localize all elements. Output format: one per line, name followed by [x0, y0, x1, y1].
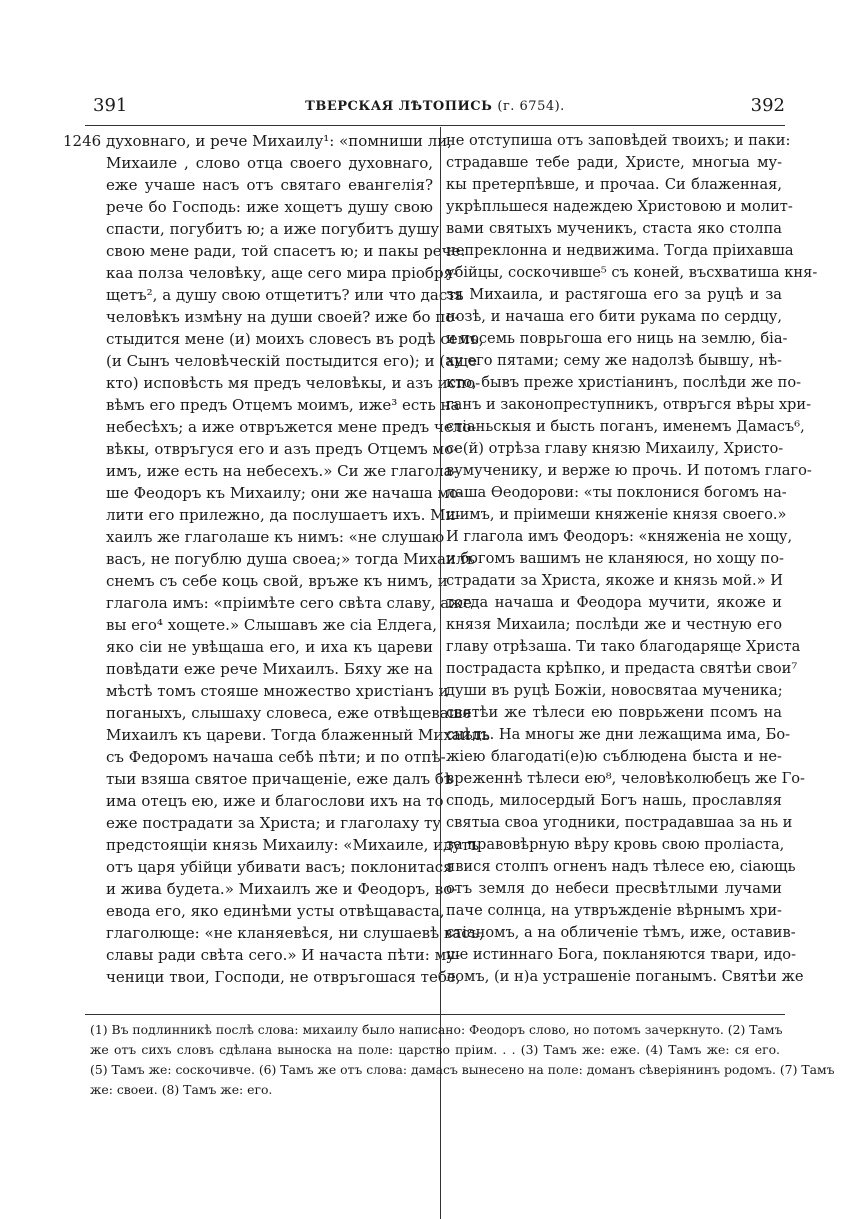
text-line: спасти, погубитъ ю; а иже погубитъ душу: [106, 220, 440, 238]
text-line: глагола имъ: «пріимѣте сего свѣта славу, аже: [106, 594, 472, 612]
text-line: не отступиша отъ заповѣдей твоихъ; и паки:: [446, 132, 791, 149]
text-line: съ Федоромъ начаша себѣ пѣти; и по отпѣ-: [106, 748, 446, 766]
text-line: васъ, не погублю душа своеа;» тогда Михаилъ: [106, 550, 475, 568]
text-line: ху его пятами; сему же надолзѣ бывшу, нѣ-: [446, 352, 782, 369]
footnote-line: (1) Въ подлинникѣ послѣ слова: михаилу было написано: Феодоръ слово, но потомъ зачеркнуто. (2) Тамъ: [90, 1022, 783, 1037]
text-line: вумученику, и верже ю прочь. И потомъ глаго-: [446, 462, 812, 479]
text-line: святыа своа угодники, пострадавшаа за нь и: [446, 814, 793, 831]
text-line: свою мене ради, той спасетъ ю; и пакы рече:: [106, 242, 466, 260]
text-line: явися столпъ огненъ надъ тѣлесе ею, сіающь: [446, 858, 796, 875]
text-line: каа полза человѣку, аще сего мира пріобря-: [106, 264, 459, 282]
text-line: мѣстѣ томъ стояше множество христіанъ и: [106, 682, 449, 700]
text-line: ганъ и законопреступникъ, отвръгся вѣры хри-: [446, 396, 812, 413]
text-line: паче солнца, на утвръжденіе вѣрнымъ хри-: [446, 902, 782, 919]
text-line: има отецъ ею, иже и благослови ихъ на то: [106, 792, 444, 810]
running-title-text: ТВЕРСКАЯ ЛѢТОПИСЬ: [305, 99, 493, 114]
text-line: вреженнѣ тѣлеси ею⁸, человѣколюбецъ же Го-: [446, 770, 805, 787]
text-line: яко сіи не увѣщаша его, и иха къ цареви: [106, 638, 433, 656]
text-line: и богомъ вашимъ не кланяюся, но хощу по-: [446, 550, 784, 567]
footnote-line: (5) Тамъ же: соскочивче. (6) Тамъ же отъ слова: дамасъ вынесено на поле: доманъ сѣверіянинъ родомъ. (7) Тамъ: [90, 1062, 835, 1077]
text-line: укрѣпльшеся надеждею Христовою и молит-: [446, 198, 793, 215]
text-line: убійцы, соскочивше⁵ съ коней, въсхватиша кня-: [446, 264, 818, 281]
page-header: [85, 95, 785, 119]
text-line: кто) исповѣсть мя предъ человѣкы, и азъ испо-: [106, 374, 481, 392]
left-column: [106, 130, 490, 1010]
text-line: отъ земля до небеси пресвѣтлыми лучами: [446, 880, 782, 897]
text-line: глаголюще: «не кланяевѣся, ни слушаевѣ васъ,: [106, 924, 484, 942]
text-line: предстоящіи князь Михаилу: «Михаиле, идутъ: [106, 836, 480, 854]
text-line: еже учаше насъ отъ святаго евангелія?: [106, 176, 433, 194]
text-line: стіаномъ, а на обличеніе тѣмъ, иже, оставив-: [446, 924, 796, 941]
text-line: повѣдати еже рече Михаилъ. Бяху же на: [106, 660, 433, 678]
text-line: и посемь поврьгоша его ниць на землю, біа-: [446, 330, 788, 347]
text-line: хаилъ же глаголаше къ нимъ: «не слушаю: [106, 528, 445, 546]
footnote-line: же отъ сихъ словъ сдѣлана выноска на поле: царство пріим. . . (3) Тамъ же: еже. (4) Тамъ же: ся его.: [90, 1042, 780, 1057]
text-line: ше Феодоръ къ Михаилу; они же начаша мо-: [106, 484, 464, 502]
text-line: стыдится мене (и) моихъ словесъ въ родѣ семъ,: [106, 330, 484, 348]
text-line: славы ради свѣта сего.» И начаста пѣти: му-: [106, 946, 461, 964]
page-number-left: 391: [93, 95, 128, 116]
footnotes: [90, 1020, 835, 1100]
footnote-line: же: своеи. (8) Тамъ же: его.: [90, 1082, 273, 1097]
text-line: поганыхъ, слышаху словеса, еже отвѣщеваше: [106, 704, 472, 722]
text-line: се(й) отрѣза главу князю Михаилу, Христо-: [446, 440, 784, 457]
text-line: души въ руцѣ Божіи, новосвятаа мученика;: [446, 682, 783, 699]
text-line: жіею благодаті(е)ю съблюдена быста и не-: [446, 748, 782, 765]
text-line: вы его⁴ хощете.» Слышавъ же сіа Елдега,: [106, 616, 438, 634]
text-line: рече бо Господь: иже хощетъ душу свою: [106, 198, 433, 216]
text-line: святѣи же тѣлеси ею поврьжени псомъ на: [446, 704, 782, 721]
running-title-year: (г. 6754).: [497, 99, 565, 114]
text-line: евода его, яко единѣми усты отвѣщаваста,: [106, 902, 445, 920]
text-line: лаша Ѳеодорови: «ты поклонися богомъ на-: [446, 484, 787, 501]
text-line: вѣмъ его предъ Отцемъ моимъ, иже³ есть на: [106, 396, 460, 414]
text-line: князя Михаила; послѣди же и честную его: [446, 616, 782, 633]
text-line: нозѣ, и начаша его бити рукама по сердцу,: [446, 308, 782, 325]
text-line: стіаньскыя и бысть поганъ, именемъ Дамасъ⁶,: [446, 418, 805, 435]
text-line: тыи взяша святое причащеніе, еже далъ бѣ: [106, 770, 453, 788]
page-number-right: 392: [750, 95, 785, 116]
text-line: страдавше тебе ради, Христе, многыа му-: [446, 154, 782, 171]
text-line: небесѣхъ; а иже отвръжется мене предъ чело-: [106, 418, 477, 436]
text-line: кы претерпѣвше, и прочаа. Си блаженная,: [446, 176, 782, 193]
text-line: Михаилъ къ цареви. Тогда блаженный Михаилъ: [106, 726, 490, 744]
text-line: кто, бывъ преже христіанинъ, послѣди же по-: [446, 374, 802, 391]
text-line: тогда начаша и Феодора мучити, якоже и: [446, 594, 782, 611]
right-column: [446, 130, 818, 1010]
text-line: сподь, милосердый Богъ нашь, прославляя: [446, 792, 782, 809]
text-line: снѣдь. На многы же дни лежащима има, Бо-: [446, 726, 791, 743]
text-line: человѣкъ измѣну на души своей? иже бо по-: [106, 308, 460, 326]
header-rule: [85, 125, 785, 126]
text-line: духовнаго, и рече Михаилу¹: «помниши ли,: [106, 132, 452, 150]
text-line: ломъ, (и н)а устрашеніе поганымъ. Святѣи же: [446, 968, 804, 985]
text-line: отъ царя убійци убивати васъ; поклонитася: [106, 858, 453, 876]
text-line: еже пострадати за Христа; и глаголаху ту: [106, 814, 442, 832]
text-line: имъ, иже есть на небесехъ.» Си же глагола-: [106, 462, 458, 480]
text-line: шимъ, и пріимеши княженіе князя своего.»: [446, 506, 787, 523]
text-line: лити его прилежно, да послушаетъ ихъ. Ми-: [106, 506, 461, 524]
text-line: зя Михаила, и растягоша его за руцѣ и за: [446, 286, 782, 303]
text-line: (и Сынъ человѣческій постыдится его); и (аще: [106, 352, 477, 370]
text-line: вами святыхъ мученикъ, стаста яко столпа: [446, 220, 782, 237]
footnote-rule: [85, 1014, 785, 1015]
text-line: ше истиннаго Бога, покланяются твари, идо-: [446, 946, 797, 963]
text-line: щетъ², а душу свою отщетитъ? или что дасть: [106, 286, 464, 304]
text-line: главу отрѣзаша. Ти тако благодаряще Христа: [446, 638, 801, 655]
text-line: за правовѣрную вѣру кровь свою проліаста,: [446, 836, 785, 853]
running-title: [85, 99, 785, 114]
text-line: пострадаста крѣпко, и предаста святѣи свои⁷: [446, 660, 798, 677]
text-line: непреклонна и недвижима. Тогда пріихавша: [446, 242, 794, 259]
text-line: И глагола имъ Феодоръ: «княженіа не хощу,: [446, 528, 793, 545]
text-line: вѣкы, отвръгуся его и азъ предъ Отцемъ мо-: [106, 440, 459, 458]
text-line: Михаиле , слово отца своего духовнаго,: [106, 154, 433, 172]
text-line: снемъ съ себе коць свой, връже къ нимъ, и: [106, 572, 448, 590]
text-line: ченици твои, Господи, не отвръгошася тебе,: [106, 968, 461, 986]
text-line: и жива будета.» Михаилъ же и Феодоръ, во-: [106, 880, 458, 898]
text-line: страдати за Христа, якоже и князь мой.» И: [446, 572, 783, 589]
margin-year: 1246: [63, 132, 102, 150]
